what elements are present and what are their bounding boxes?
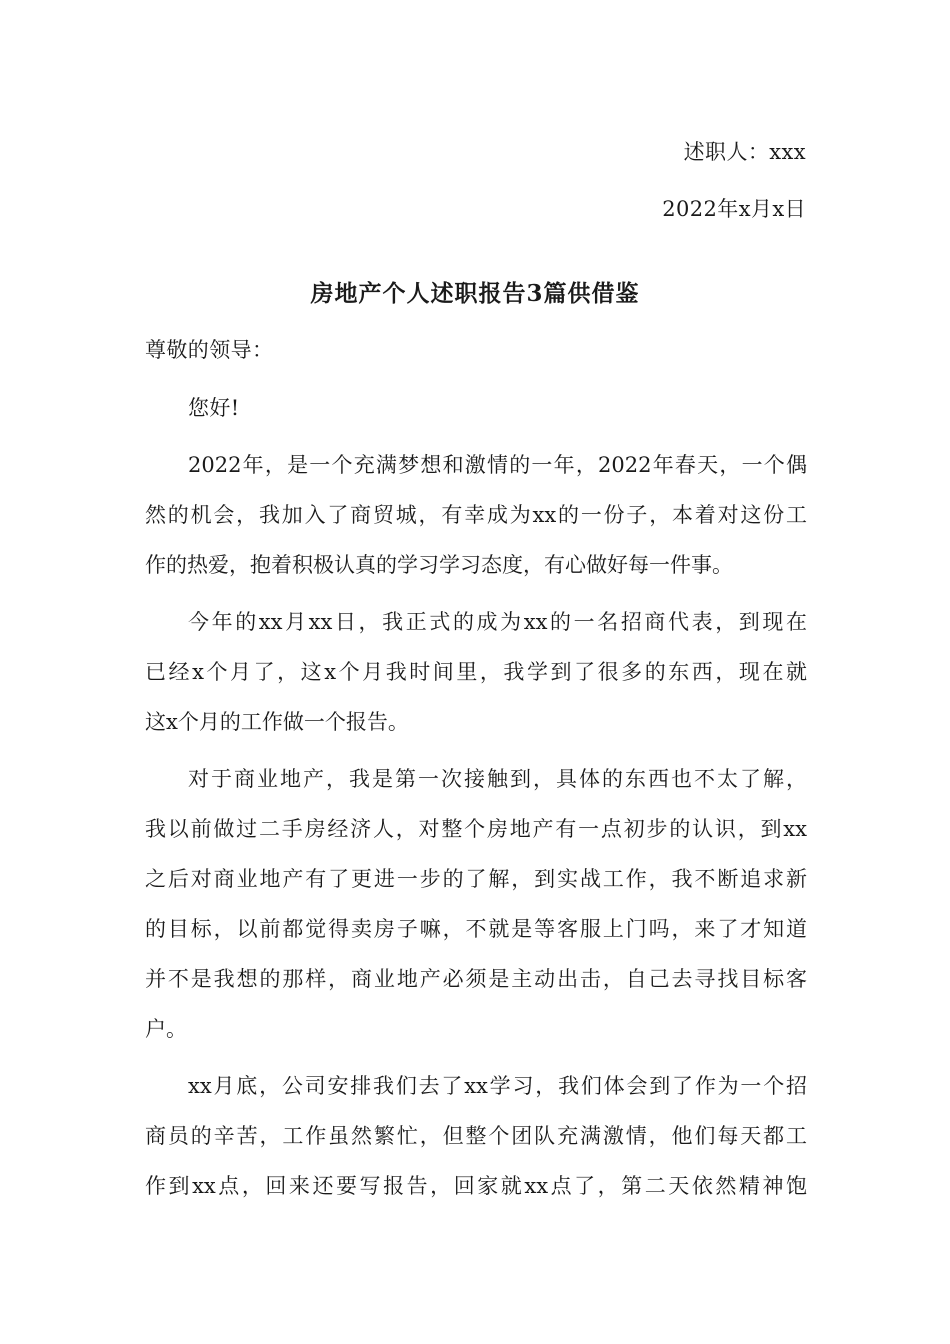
report-date: 2022年x月x日 — [662, 197, 806, 221]
paragraph-3-line-2: 我以前做过二手房经济人，对整个房地产有一点初步的认识，到xx — [145, 817, 807, 841]
paragraph-1-line-2: 然的机会，我加入了商贸城，有幸成为xx的一份子，本着对这份工 — [145, 503, 807, 527]
paragraph-3-line-4: 的目标，以前都觉得卖房子嘛，不就是等客服上门吗，来了才知道 — [145, 917, 807, 941]
paragraph-3-line-1: 对于商业地产，我是第一次接触到，具体的东西也不太了解， — [188, 767, 807, 791]
salutation: 尊敬的领导： — [145, 338, 274, 362]
document-title: 房地产个人述职报告3篇供借鉴 — [310, 280, 640, 307]
paragraph-1-line-1: 2022年，是一个充满梦想和激情的一年，2022年春天，一个偶 — [188, 453, 807, 477]
reporter-line: 述职人：xxx — [683, 140, 806, 164]
paragraph-4-line-1: xx月底，公司安排我们去了xx学习，我们体会到了作为一个招 — [188, 1074, 807, 1098]
paragraph-3-line-6: 户。 — [145, 1017, 187, 1041]
paragraph-2-line-3: 这x个月的工作做一个报告。 — [145, 710, 409, 734]
paragraph-2-line-1: 今年的xx月xx日，我正式的成为xx的一名招商代表，到现在 — [188, 610, 807, 634]
paragraph-4-line-2: 商员的辛苦，工作虽然繁忙，但整个团队充满激情，他们每天都工 — [145, 1124, 807, 1148]
paragraph-3-line-3: 之后对商业地产有了更进一步的了解，到实战工作，我不断追求新 — [145, 867, 807, 891]
paragraph-2-line-2: 已经x个月了，这x个月我时间里，我学到了很多的东西，现在就 — [145, 660, 807, 684]
paragraph-4-line-3: 作到xx点，回来还要写报告，回家就xx点了，第二天依然精神饱 — [145, 1174, 807, 1198]
paragraph-3-line-5: 并不是我想的那样，商业地产必须是主动出击，自己去寻找目标客 — [145, 967, 807, 991]
paragraph-1-line-3: 作的热爱，抱着积极认真的学习学习态度，有心做好每一件事。 — [145, 553, 733, 577]
greeting: 您好! — [188, 396, 240, 420]
